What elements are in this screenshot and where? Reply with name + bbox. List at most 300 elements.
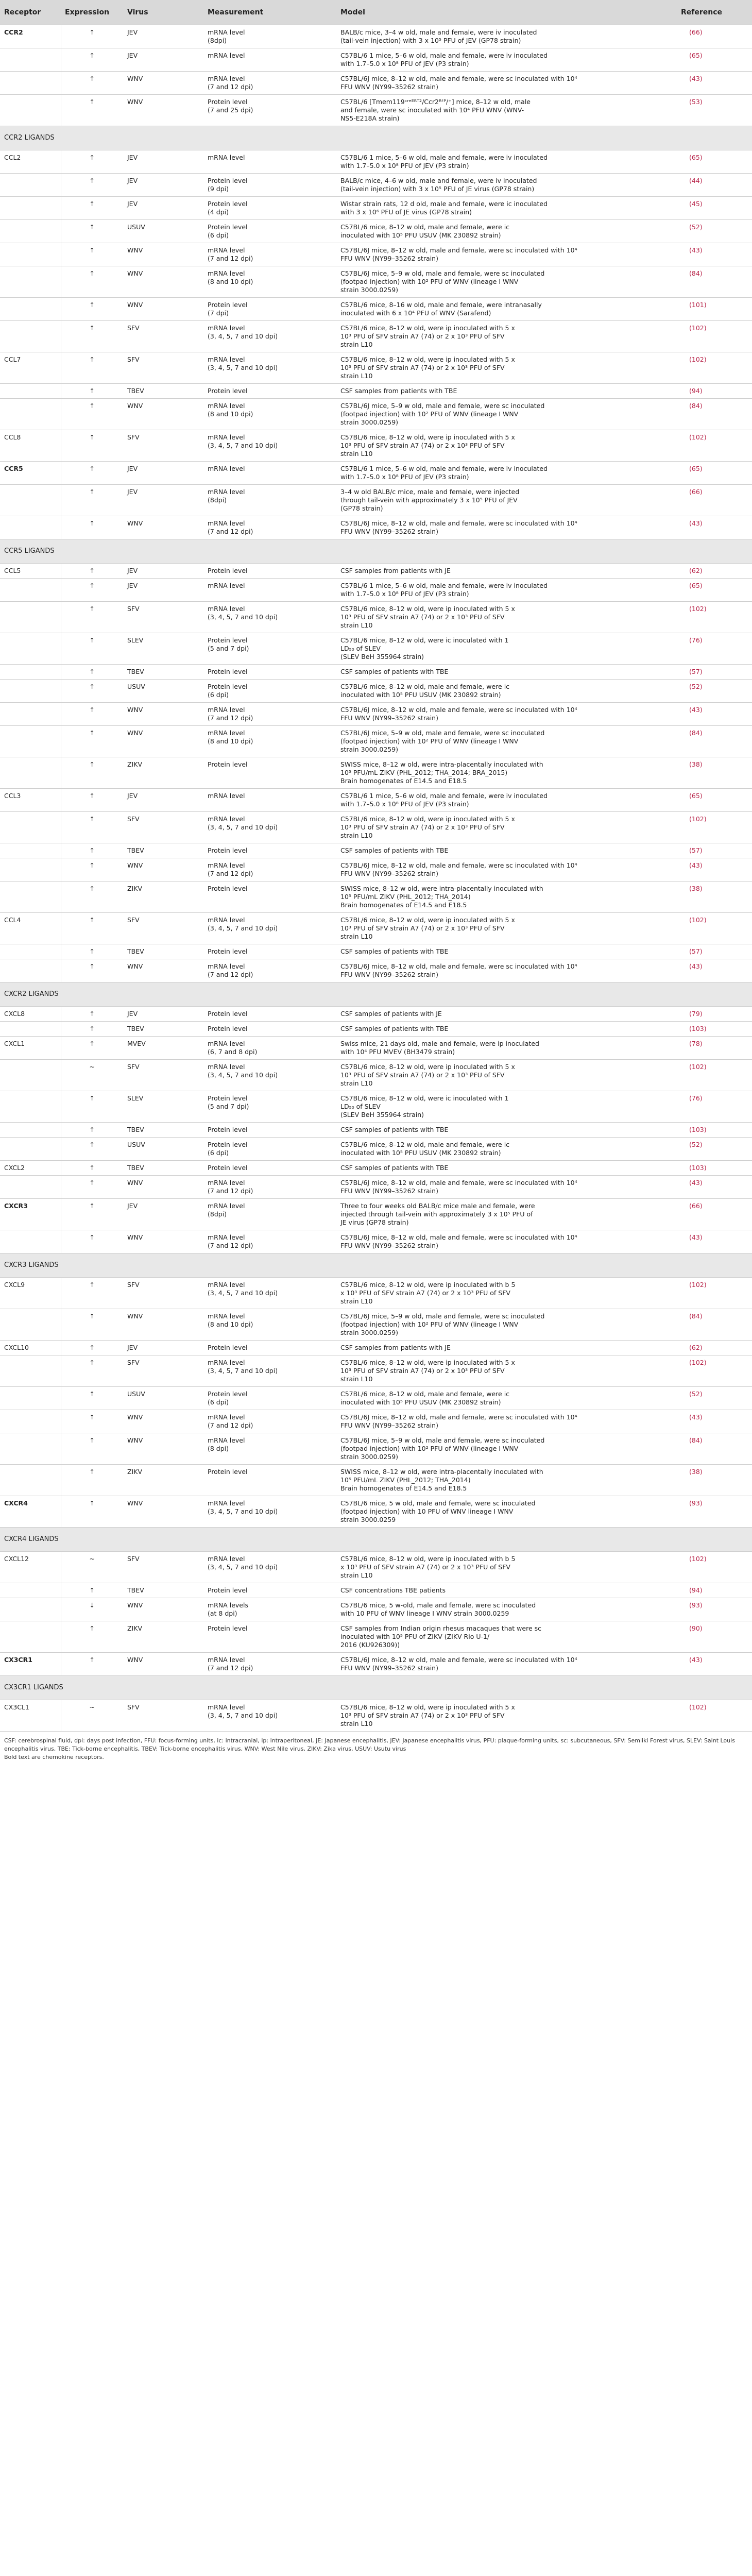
model-cell: CSF samples of patients with JE [336,1007,677,1022]
receptor-cell [0,703,61,726]
measurement-cell: mRNA level (3, 4, 5, 7 and 10 dpi) [203,602,336,633]
reference-link[interactable]: (93) [677,1496,752,1528]
receptor-cell [0,1161,61,1176]
reference-link[interactable]: (102) [677,1278,752,1309]
virus-cell: SFV [123,1552,203,1583]
receptor-cell [0,882,61,913]
expression-cell: ↑ [61,602,123,633]
header-virus: Virus [123,0,203,25]
table-row [0,1060,752,1091]
reference-link[interactable]: (43) [677,1176,752,1199]
reference-link[interactable]: (66) [677,25,752,48]
model-cell: SWISS mice, 8–12 w old, were intra-placentally inoculated with 10⁵ PFU/mL ZIKV (PHL_2012; THA_2014) Brain homogenates of E14.5 and E18.5 [336,1465,677,1496]
virus-cell: WNV [123,1230,203,1253]
virus-cell: WNV [123,726,203,757]
table-footnotes [0,1732,752,1767]
table-row [0,665,752,680]
table-row [0,197,752,220]
reference-link[interactable]: (101) [677,298,752,321]
table-row [0,882,752,913]
virus-cell: WNV [123,1410,203,1433]
reference-link[interactable]: (84) [677,1309,752,1341]
reference-link[interactable]: (66) [677,1199,752,1230]
reference-link[interactable]: (94) [677,1583,752,1598]
measurement-cell: mRNA level (3, 4, 5, 7 and 10 dpi) [203,1060,336,1091]
reference-link[interactable]: (45) [677,197,752,220]
virus-cell: JEV [123,48,203,72]
virus-cell: JEV [123,789,203,812]
expression-cell: ↑ [61,430,123,462]
model-cell: C57BL/6J mice, 8–12 w old, male and female, were sc inoculated with 10⁴ FFU WNV (NY99–35262 strain) [336,959,677,982]
virus-cell: TBEV [123,1022,203,1037]
expression-cell: ↑ [61,1199,123,1230]
reference-link[interactable]: (65) [677,48,752,72]
section-header-row [0,1676,752,1700]
virus-cell: WNV [123,298,203,321]
receptor-name: CXCL8 [4,1010,25,1018]
table-row [0,1341,752,1355]
measurement-cell: Protein level [203,1022,336,1037]
table-row [0,913,752,944]
virus-cell: SFV [123,352,203,384]
reference-link[interactable]: (38) [677,1465,752,1496]
receptor-cell [0,1037,61,1060]
expression-cell: ↑ [61,1341,123,1355]
virus-cell: SFV [123,1355,203,1387]
reference-link[interactable]: (84) [677,1433,752,1465]
receptor-name: CCR2 [4,28,23,36]
table-row [0,48,752,72]
virus-cell: WNV [123,1176,203,1199]
model-cell: C57BL/6J mice, 5–9 w old, male and female, were sc inoculated (footpad injection) with 10² PFU of WNV (lineage I WNV strain 3000.0259) [336,266,677,298]
table-row [0,1309,752,1341]
virus-cell: WNV [123,959,203,982]
receptor-cell [0,633,61,665]
measurement-cell: Protein level [203,1161,336,1176]
expression-cell: ↑ [61,1387,123,1410]
measurement-cell: mRNA level (7 and 12 dpi) [203,959,336,982]
reference-link[interactable]: (57) [677,843,752,858]
reference-link[interactable]: (53) [677,95,752,126]
table-row [0,1278,752,1309]
expression-cell: ↑ [61,150,123,174]
expression-cell: ↑ [61,1621,123,1653]
table-row [0,95,752,126]
receptor-cell [0,680,61,703]
table-row [0,462,752,485]
table-row [0,220,752,243]
measurement-cell: mRNA level (3, 4, 5, 7 and 10 dpi) [203,812,336,843]
table-row [0,858,752,882]
receptor-name: CCL7 [4,355,21,363]
reference-link[interactable]: (102) [677,812,752,843]
model-cell: CSF samples from patients with JE [336,564,677,579]
receptor-cell [0,430,61,462]
virus-cell: JEV [123,579,203,602]
virus-cell: JEV [123,462,203,485]
receptor-cell [0,1022,61,1037]
table-row [0,1433,752,1465]
reference-link[interactable]: (102) [677,321,752,352]
table-row [0,1653,752,1676]
virus-cell: WNV [123,1309,203,1341]
virus-cell: MVEV [123,1037,203,1060]
reference-link[interactable]: (62) [677,564,752,579]
model-cell: C57BL/6 mice, 8–12 w old, male and female, were ic inoculated with 10⁵ PFU USUV (MK 230892 strain) [336,680,677,703]
reference-link[interactable]: (76) [677,1091,752,1123]
table-header [0,0,752,25]
reference-link[interactable]: (52) [677,680,752,703]
expression-cell: ↑ [61,462,123,485]
expression-cell: ↑ [61,298,123,321]
reference-link[interactable]: (84) [677,399,752,430]
expression-cell: ↑ [61,789,123,812]
model-cell: C57BL/6J mice, 8–12 w old, male and female, were sc inoculated with 10⁴ FFU WNV (NY99–35262 strain) [336,1653,677,1676]
measurement-cell: Protein level [203,384,336,399]
measurement-cell: mRNA level (3, 4, 5, 7 and 10 dpi) [203,913,336,944]
model-cell: C57BL/6J mice, 8–12 w old, male and female, were sc inoculated with 10⁴ FFU WNV (NY99–35262 strain) [336,72,677,95]
model-cell: C57BL/6 mice, 8–12 w old, were ip inoculated with 5 x 10³ PFU of SFV strain A7 (74) or 2 x 10³ PFU of SFV strain L10 [336,1060,677,1091]
receptor-name: CCL2 [4,154,21,161]
receptor-cell [0,843,61,858]
receptor-cell [0,564,61,579]
expression-cell: ↑ [61,220,123,243]
receptor-name: CCR5 [4,465,23,472]
expression-cell: ↑ [61,72,123,95]
table-row [0,1552,752,1583]
measurement-cell: mRNA level [203,789,336,812]
receptor-cell [0,1138,61,1161]
table-row [0,352,752,384]
expression-cell: ↑ [61,665,123,680]
expression-cell: ↑ [61,1176,123,1199]
table-row [0,579,752,602]
model-cell: CSF samples of patients with TBE [336,1123,677,1138]
model-cell: C57BL/6 mice, 8–12 w old, were ic inoculated with 1 LD₅₀ of SLEV (SLEV BeH 355964 strain) [336,633,677,665]
measurement-cell: mRNA level (7 and 12 dpi) [203,243,336,266]
virus-cell: JEV [123,564,203,579]
reference-link[interactable]: (102) [677,602,752,633]
expression-cell: ↑ [61,633,123,665]
expression-cell: ↑ [61,25,123,48]
receptor-name: CXCL9 [4,1281,25,1289]
receptor-cell [0,858,61,882]
receptor-cell [0,384,61,399]
model-cell: C57BL/6J mice, 8–12 w old, male and female, were sc inoculated with 10⁴ FFU WNV (NY99–35262 strain) [336,243,677,266]
reference-link[interactable]: (102) [677,1700,752,1732]
expression-cell: ↑ [61,516,123,539]
reference-link[interactable]: (79) [677,1007,752,1022]
receptor-cell [0,789,61,812]
table-row [0,1022,752,1037]
virus-cell: ZIKV [123,1465,203,1496]
expression-cell: ↑ [61,757,123,789]
reference-link[interactable]: (93) [677,1598,752,1621]
measurement-cell: mRNA level (3, 4, 5, 7 and 10 dpi) [203,1355,336,1387]
expression-cell: ~ [61,1552,123,1583]
model-cell: C57BL/6 1 mice, 5–6 w old, male and female, were iv inoculated with 1.7–5.0 x 10⁸ PFU of JEV (P3 strain) [336,579,677,602]
virus-cell: USUV [123,1138,203,1161]
receptor-cell [0,1278,61,1309]
reference-link[interactable]: (94) [677,384,752,399]
expression-cell: ↑ [61,1230,123,1253]
model-cell: CSF samples of patients with TBE [336,1161,677,1176]
table-row [0,944,752,959]
virus-cell: TBEV [123,665,203,680]
measurement-cell: Protein level [203,882,336,913]
receptor-name: CCL4 [4,916,21,924]
expression-cell: ↑ [61,352,123,384]
reference-link[interactable]: (43) [677,1653,752,1676]
table-row [0,1700,752,1732]
virus-cell: WNV [123,1598,203,1621]
reference-link[interactable]: (102) [677,352,752,384]
reference-link[interactable]: (43) [677,1410,752,1433]
table-row [0,1230,752,1253]
expression-cell: ↑ [61,1123,123,1138]
table-row [0,602,752,633]
header-measurement: Measurement [203,0,336,25]
measurement-cell: mRNA level (7 and 12 dpi) [203,858,336,882]
reference-link[interactable]: (102) [677,913,752,944]
reference-link[interactable]: (57) [677,944,752,959]
table-row [0,703,752,726]
measurement-cell: Protein level [203,564,336,579]
measurement-cell: mRNA level (8dpi) [203,25,336,48]
receptor-cell [0,1007,61,1022]
receptor-cell [0,1060,61,1091]
virus-cell: TBEV [123,384,203,399]
model-cell: CSF samples from patients with TBE [336,384,677,399]
model-cell: SWISS mice, 8–12 w old, were intra-placentally inoculated with 10⁵ PFU/mL ZIKV (PHL_2012; THA_2014; BRA_2015) Brain homogenates of E14.5 and E18.5 [336,757,677,789]
expression-cell: ~ [61,1700,123,1732]
expression-cell: ↑ [61,384,123,399]
virus-cell: JEV [123,197,203,220]
reference-link[interactable]: (103) [677,1161,752,1176]
table-row [0,1091,752,1123]
section-title: CCR5 LIGANDS [0,539,752,564]
model-cell: C57BL/6 mice, 8–12 w old, were ip inoculated with 5 x 10³ PFU of SFV strain A7 (74) or 2 x 10³ PFU of SFV strain L10 [336,602,677,633]
receptor-name: CCL5 [4,567,21,574]
model-cell: C57BL/6 mice, 8–12 w old, were ip inoculated with 5 x 10³ PFU of SFV strain A7 (74) or 2 x 10³ PFU of SFV strain L10 [336,321,677,352]
table-row [0,843,752,858]
header-receptor: Receptor [0,0,61,25]
table-row [0,812,752,843]
table-row [0,1007,752,1022]
model-cell: C57BL/6 mice, 8–12 w old, were ic inoculated with 1 LD₅₀ of SLEV (SLEV BeH 355964 strain) [336,1091,677,1123]
measurement-cell: mRNA level (8 and 10 dpi) [203,1309,336,1341]
measurement-cell: mRNA level [203,150,336,174]
virus-cell: JEV [123,1007,203,1022]
model-cell: BALB/c mice, 3–4 w old, male and female, were iv inoculated (tail-vein injection) with 3 x 10⁵ PFU of JEV (GP78 strain) [336,25,677,48]
reference-link[interactable]: (52) [677,1387,752,1410]
section-title: CX3CR1 LIGANDS [0,1676,752,1700]
receptor-cell [0,48,61,72]
footnote-bold-note: Bold text are chemokine receptors. [4,1754,104,1760]
receptor-name: CXCL12 [4,1555,29,1563]
section-header-row [0,1528,752,1552]
reference-link[interactable]: (76) [677,633,752,665]
receptor-cell [0,959,61,982]
virus-cell: TBEV [123,944,203,959]
reference-link[interactable]: (66) [677,485,752,516]
table-row [0,1387,752,1410]
measurement-cell: Protein level [203,757,336,789]
reference-link[interactable]: (43) [677,243,752,266]
section-title: CCR2 LIGANDS [0,126,752,150]
reference-link[interactable]: (102) [677,430,752,462]
expression-cell: ↑ [61,321,123,352]
virus-cell: SFV [123,812,203,843]
table-row [0,72,752,95]
reference-link[interactable]: (65) [677,150,752,174]
virus-cell: SFV [123,1278,203,1309]
receptor-name: CXCR3 [4,1202,28,1210]
virus-cell: WNV [123,243,203,266]
receptor-cell [0,1552,61,1583]
reference-link[interactable]: (38) [677,757,752,789]
expression-cell: ↑ [61,174,123,197]
measurement-cell: mRNA level (7 and 12 dpi) [203,1176,336,1199]
virus-cell: JEV [123,1199,203,1230]
receptor-cell [0,726,61,757]
reference-link[interactable]: (43) [677,703,752,726]
reference-link[interactable]: (90) [677,1621,752,1653]
model-cell: CSF samples from Indian origin rhesus macaques that were sc inoculated with 10⁵ PFU of ZIKV (ZIKV Rio U-1/ 2016 (KU926309)) [336,1621,677,1653]
reference-link[interactable]: (52) [677,220,752,243]
reference-link[interactable]: (57) [677,665,752,680]
reference-link[interactable]: (62) [677,1341,752,1355]
receptor-cell [0,25,61,48]
measurement-cell: mRNA level (8 and 10 dpi) [203,266,336,298]
table-row [0,399,752,430]
model-cell: CSF concentrations TBE patients [336,1583,677,1598]
table-row [0,1621,752,1653]
virus-cell: JEV [123,25,203,48]
receptor-name: CCL3 [4,792,21,800]
footnote-abbreviations: CSF: cerebrospinal fluid, dpi: days post infection, FFU: focus-forming units, ic: intracranial, ip: intraperitoneal, JE: Japanese encephalitis, JEV: Japanese encephalitis virus, PFU: plaque-forming units, sc: subcutaneous, SFV: Semliki Forest virus, SLEV: Saint Louis encephalitis virus, TBE: Tick-borne encephalitis, TBEV: Tick-borne encephalitis virus, WNV: West Nile virus, ZIKV: Zika virus, USUV: Usutu virus [4,1737,735,1752]
receptor-cell [0,602,61,633]
expression-cell: ↑ [61,1465,123,1496]
expression-cell: ↑ [61,266,123,298]
reference-link[interactable]: (84) [677,266,752,298]
table-row [0,174,752,197]
model-cell: C57BL/6 mice, 8–12 w old, were ip inoculated with 5 x 10³ PFU of SFV strain A7 (74) or 2 x 10³ PFU of SFV strain L10 [336,1700,677,1732]
reference-link[interactable]: (65) [677,789,752,812]
expression-cell: ↑ [61,1309,123,1341]
reference-link[interactable]: (78) [677,1037,752,1060]
expression-cell: ↓ [61,1598,123,1621]
receptor-name: CX3CR1 [4,1656,33,1664]
receptor-cell [0,352,61,384]
reference-link[interactable]: (43) [677,516,752,539]
receptor-cell [0,399,61,430]
receptor-cell [0,1091,61,1123]
virus-cell: WNV [123,1653,203,1676]
model-cell: C57BL/6J mice, 8–12 w old, male and female, were sc inoculated with 10⁴ FFU WNV (NY99–35262 strain) [336,1410,677,1433]
receptor-cell [0,1583,61,1598]
expression-cell: ↑ [61,858,123,882]
reference-link[interactable]: (44) [677,174,752,197]
receptor-cell [0,321,61,352]
model-cell: Three to four weeks old BALB/c mice male and female, were injected through tail-vein with approximately 3 x 10⁵ PFU of JE virus (GP78 strain) [336,1199,677,1230]
measurement-cell: mRNA level [203,462,336,485]
virus-cell: WNV [123,72,203,95]
expression-cell: ↑ [61,1583,123,1598]
reference-link[interactable]: (65) [677,579,752,602]
virus-cell: ZIKV [123,1621,203,1653]
reference-link[interactable]: (102) [677,1552,752,1583]
table-row [0,1355,752,1387]
reference-link[interactable]: (43) [677,959,752,982]
expression-cell: ↑ [61,1022,123,1037]
model-cell: C57BL/6J mice, 5–9 w old, male and female, were sc inoculated (footpad injection) with 10² PFU of WNV (lineage I WNV strain 3000.0259) [336,1309,677,1341]
measurement-cell: Protein level (9 dpi) [203,174,336,197]
measurement-cell: Protein level [203,1621,336,1653]
measurement-cell: Protein level (4 dpi) [203,197,336,220]
virus-cell: JEV [123,485,203,516]
reference-link[interactable]: (38) [677,882,752,913]
reference-link[interactable]: (103) [677,1123,752,1138]
measurement-cell: Protein level (6 dpi) [203,680,336,703]
receptor-cell [0,944,61,959]
header-expression: Expression [61,0,123,25]
table-row [0,1037,752,1060]
receptor-cell [0,220,61,243]
table-row [0,757,752,789]
reference-link[interactable]: (102) [677,1060,752,1091]
model-cell: BALB/c mice, 4–6 w old, male and female, were iv inoculated (tail-vein injection) with 3 x 10⁵ PFU of JE virus (GP78 strain) [336,174,677,197]
reference-link[interactable]: (65) [677,462,752,485]
header-model: Model [336,0,677,25]
model-cell: C57BL/6 mice, 8–12 w old, were ip inoculated with b 5 x 10³ PFU of SFV strain A7 (74) or 2 x 10³ PFU of SFV strain L10 [336,1552,677,1583]
receptor-cell [0,1341,61,1355]
expression-cell: ↑ [61,243,123,266]
model-cell: 3–4 w old BALB/c mice, male and female, were injected through tail-vein with approximately 3 x 10⁵ PFU of JEV (GP78 strain) [336,485,677,516]
reference-link[interactable]: (84) [677,726,752,757]
measurement-cell: mRNA level (8 and 10 dpi) [203,726,336,757]
reference-link[interactable]: (43) [677,72,752,95]
model-cell: C57BL/6 mice, 8–12 w old, were ip inoculated with 5 x 10³ PFU of SFV strain A7 (74) or 2 x 10³ PFU of SFV strain L10 [336,430,677,462]
reference-link[interactable]: (103) [677,1022,752,1037]
measurement-cell: Protein level [203,1007,336,1022]
measurement-cell: Protein level [203,1465,336,1496]
reference-link[interactable]: (102) [677,1355,752,1387]
receptor-cell [0,812,61,843]
virus-cell: JEV [123,150,203,174]
model-cell: C57BL/6 mice, 8–12 w old, were ip inoculated with 5 x 10³ PFU of SFV strain A7 (74) or 2 x 10³ PFU of SFV strain L10 [336,1355,677,1387]
measurement-cell: mRNA level [203,48,336,72]
receptor-cell [0,1700,61,1732]
model-cell: CSF samples of patients with TBE [336,665,677,680]
table-row [0,1410,752,1433]
measurement-cell: Protein level (7 dpi) [203,298,336,321]
table-row [0,516,752,539]
measurement-cell: mRNA level (8dpi) [203,485,336,516]
expression-cell: ↑ [61,959,123,982]
receptor-cell [0,266,61,298]
expression-cell: ↑ [61,1091,123,1123]
reference-link[interactable]: (52) [677,1138,752,1161]
expression-cell: ↑ [61,1161,123,1176]
reference-link[interactable]: (43) [677,858,752,882]
measurement-cell: Protein level (6 dpi) [203,1387,336,1410]
expression-cell: ↑ [61,564,123,579]
model-cell: C57BL/6 [Tmem119ᶜʳᵉᴱᴿᵀ²/Ccr2ᴿᶠᴾ/⁺] mice, 8–12 w old, male and female, were sc inoculated with 10⁴ PFU WNV (WNV- NS5-E218A strain) [336,95,677,126]
reference-link[interactable]: (43) [677,1230,752,1253]
receptor-cell [0,913,61,944]
model-cell: CSF samples from patients with JE [336,1341,677,1355]
